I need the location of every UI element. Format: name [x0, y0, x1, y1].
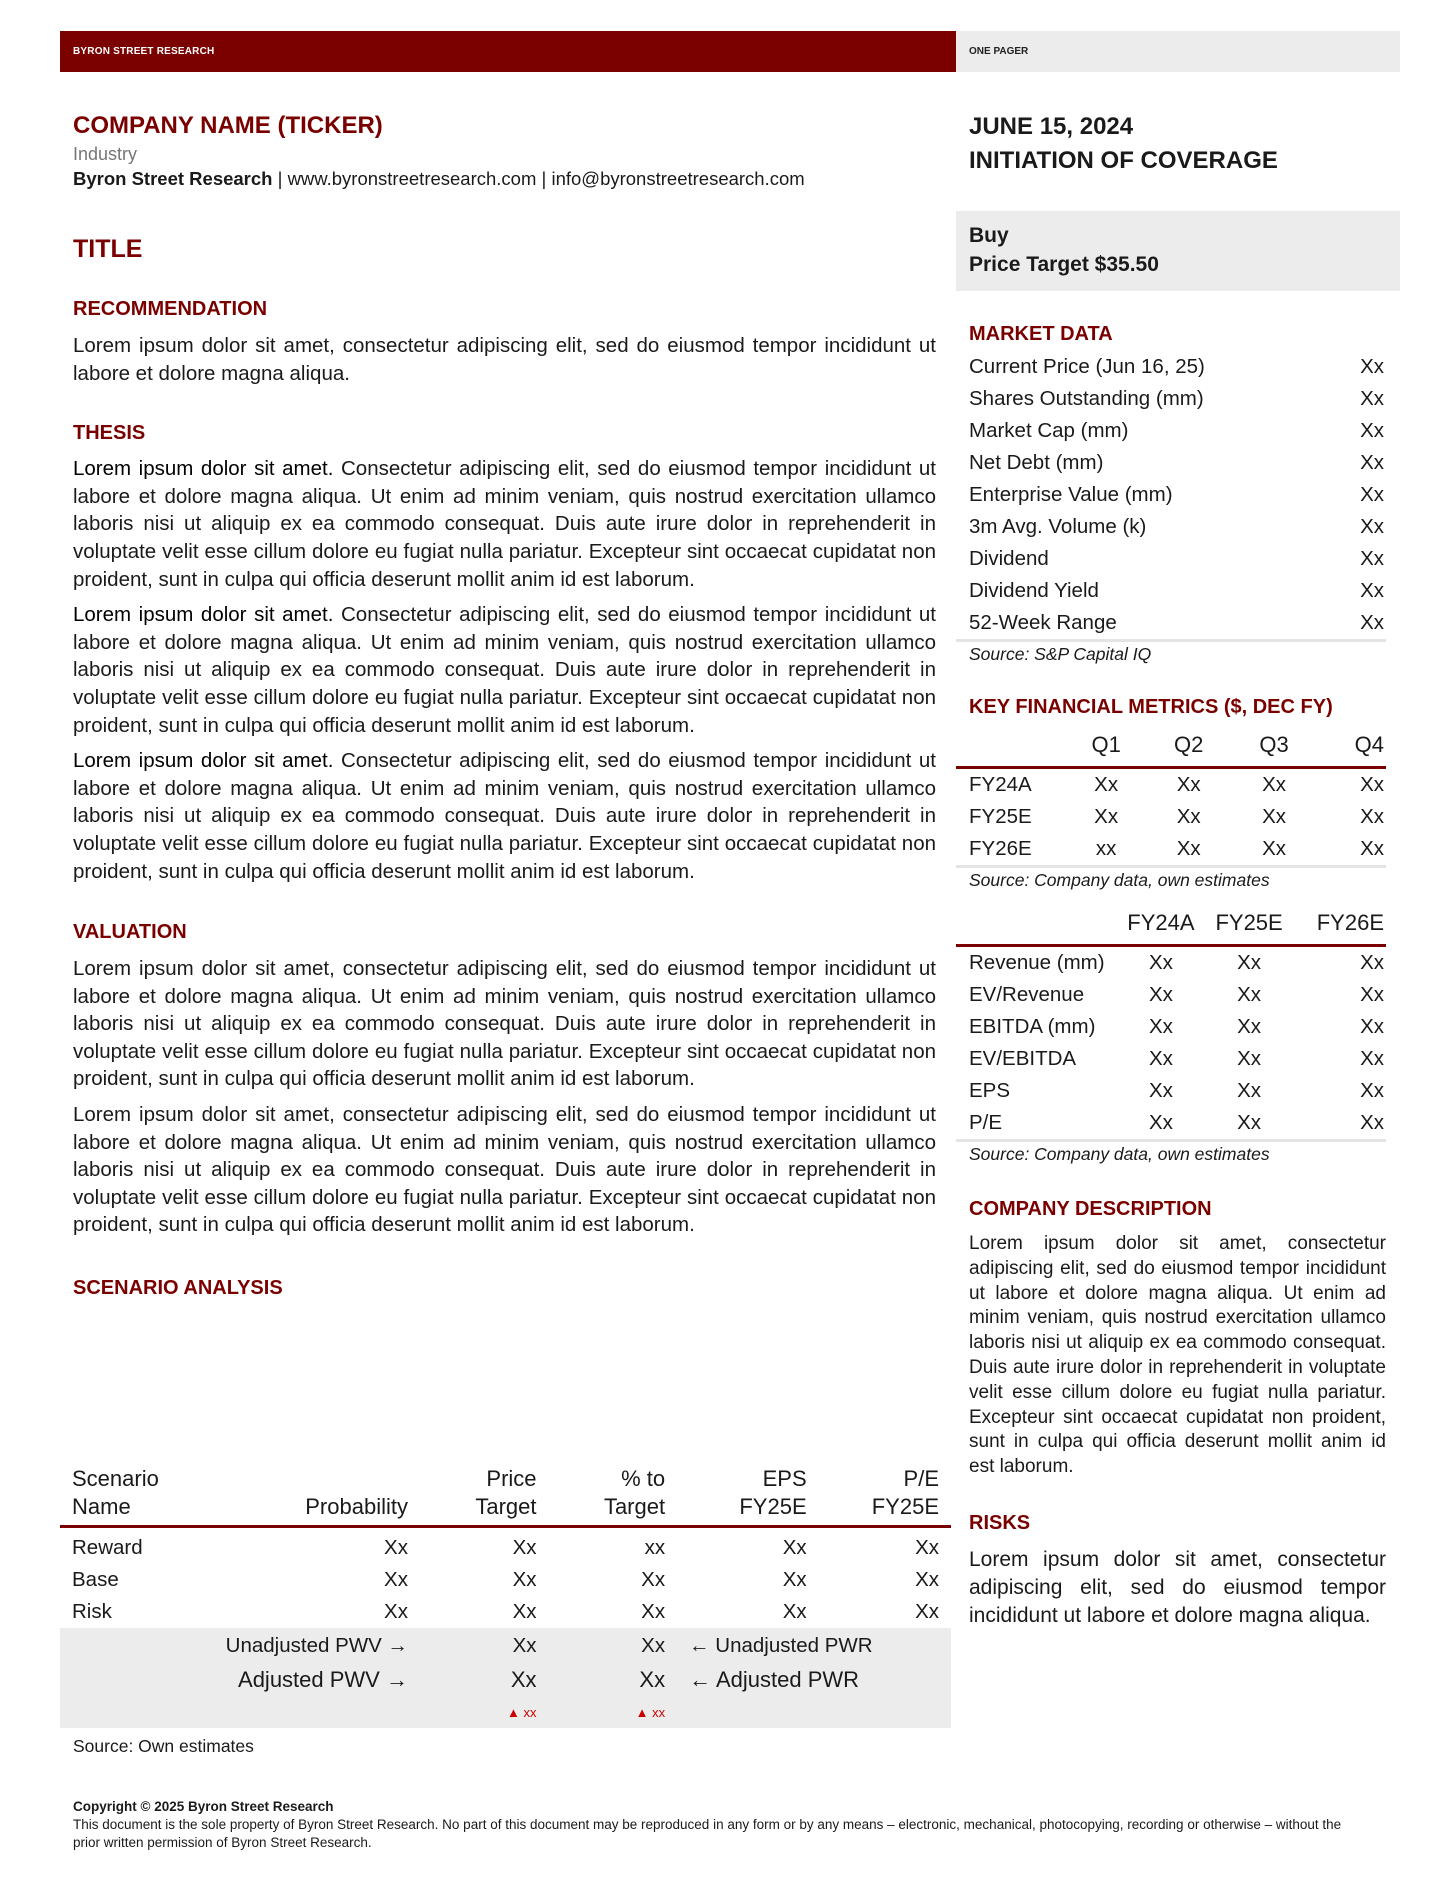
thesis-paragraph [73, 455, 936, 593]
quarterly-source: Source: Company data, own estimates [956, 865, 1386, 892]
quarterly-value: Xx [1094, 805, 1119, 828]
coverage-type: INITIATION OF COVERAGE [969, 147, 1278, 174]
market-data-label: Shares Outstanding (mm) [969, 387, 1204, 410]
quarterly-value: Xx [1262, 837, 1287, 860]
annual-row [956, 1075, 1386, 1107]
footer [73, 1798, 1353, 1852]
scenario-row-reward [60, 1532, 951, 1564]
scenario-name: Base [72, 1568, 119, 1591]
scenario-pe: Xx [915, 1600, 939, 1623]
scenario-eps: Xx [782, 1568, 807, 1591]
col-q1: Q1 [1091, 732, 1121, 757]
annual-value: Xx [1148, 1111, 1173, 1134]
thesis-lead: Lorem ipsum dolor sit amet. [73, 749, 334, 773]
company-description: Lorem ipsum dolor sit amet, consectetur adipiscing elit, sed do eiusmod tempor incididunt ut labore et dolore magna aliqua. Ut enim ad minim veniam, quis nostrud exercitation ullamco laboris nisi ut aliquip ex ea commodo consequat. Duis aute irure dolor in reprehenderit in voluptate velit esse cillum dolore eu fugiat nulla pariatur. Excepteur sint occaecat cupidatat non proident, sunt in culpa qui officia deserunt mollit anim id est laborum. [969, 1233, 1386, 1478]
market-data-value: Xx [1360, 387, 1384, 410]
market-data-row [956, 351, 1386, 383]
rating-box [956, 211, 1400, 291]
annual-value: Xx [1148, 1047, 1173, 1070]
scenario-header-row [60, 1465, 951, 1527]
annual-row-label: P/E [969, 1111, 1003, 1134]
col-q3: Q3 [1259, 732, 1289, 757]
col-eps: EPS FY25E [739, 1466, 807, 1519]
market-data-table [956, 351, 1386, 639]
annual-row [956, 1011, 1386, 1043]
scenario-pct-to-target: Xx [641, 1600, 666, 1623]
scenario-pe: Xx [915, 1536, 939, 1559]
market-data-value: Xx [1360, 451, 1384, 474]
rating: Buy [969, 224, 1009, 247]
sidebar [956, 110, 1400, 1629]
valuation-paragraph: Lorem ipsum dolor sit amet, consectetur adipiscing elit, sed do eiusmod tempor incididunt ut labore et dolore magna aliqua. Ut enim ad minim veniam, quis nostrud exercitation ullamco laboris nisi ut aliquip ex ea commodo consequat. Duis aute irure dolor in reprehenderit in voluptate velit esse cillum dolore eu fugiat nulla pariatur. Excepteur sint occaecat cupidatat non proident, sunt in culpa qui officia deserunt mollit anim id est laborum. [73, 957, 936, 1091]
quarterly-value: Xx [1360, 773, 1384, 796]
market-data-label: Enterprise Value (mm) [969, 483, 1173, 506]
market-data-row [956, 607, 1386, 639]
recommendation-heading: RECOMMENDATION [73, 298, 268, 320]
scenario-probability: Xx [384, 1536, 408, 1559]
annual-row-label: EV/EBITDA [969, 1047, 1077, 1070]
col-probability: Probability [305, 1494, 408, 1519]
scenario-price-target: Xx [512, 1600, 537, 1623]
quarterly-header-row [956, 724, 1386, 768]
quarterly-row [956, 833, 1386, 865]
annual-value: Xx [1360, 1111, 1384, 1134]
annual-value: Xx [1237, 983, 1262, 1006]
annual-source: Source: Company data, own estimates [956, 1139, 1386, 1166]
scenario-pe: Xx [915, 1568, 939, 1591]
annual-value: Xx [1237, 1111, 1262, 1134]
quarterly-row-label: FY24A [969, 773, 1032, 796]
market-data-label: 52-Week Range [969, 611, 1117, 634]
contact-line [73, 166, 936, 192]
scenario-pct-to-target: xx [644, 1536, 666, 1559]
delta-row [60, 1696, 951, 1728]
annual-row [956, 1107, 1386, 1139]
scenario-pct-to-target: Xx [641, 1568, 666, 1591]
quarterly-value: Xx [1262, 805, 1287, 828]
thesis-paragraph [73, 747, 936, 885]
annual-row-label: Revenue (mm) [969, 951, 1105, 974]
annual-value: Xx [1237, 951, 1262, 974]
thesis-lead: Lorem ipsum dolor sit amet. [73, 603, 334, 627]
market-data-row [956, 383, 1386, 415]
scenario-name: Reward [72, 1536, 143, 1559]
scenario-eps: Xx [782, 1536, 807, 1559]
annual-row-label: EBITDA (mm) [969, 1015, 1096, 1038]
quarterly-metrics-table [956, 724, 1386, 865]
annual-row-label: EPS [969, 1079, 1011, 1102]
disclaimer: This document is the sole property of Byron Street Research. No part of this document may be reproduced in any form or by any means – electronic, mechanical, photocopying, recording or otherwise – without the prior written permission of Byron Street Research. [73, 1817, 1342, 1850]
contact-links: | www.byronstreetresearch.com | info@byronstreetresearch.com [272, 168, 805, 189]
market-data-label: Current Price (Jun 16, 25) [969, 355, 1205, 378]
market-data-label: Dividend [969, 547, 1049, 570]
quarterly-row [956, 801, 1386, 833]
annual-row [956, 946, 1386, 980]
annual-row [956, 1043, 1386, 1075]
main-column [73, 110, 936, 1301]
col-pe: P/E FY25E [871, 1466, 939, 1519]
header-firm-bar [60, 31, 956, 72]
scenario-name: Risk [72, 1600, 112, 1623]
thesis-lead: Lorem ipsum dolor sit amet. [73, 457, 334, 481]
scenario-price-target: Xx [512, 1536, 537, 1559]
price-delta-indicator: ▲ xx [420, 1696, 549, 1728]
annual-value: Xx [1148, 1079, 1173, 1102]
unadjusted-pwr-label: ← Unadjusted PWR [677, 1628, 951, 1664]
market-data-row [956, 511, 1386, 543]
market-data-value: Xx [1360, 515, 1384, 538]
thesis-body: Consectetur adipiscing elit, sed do eiusmod tempor incididunt ut labore et dolore magna aliqua. Ut enim ad minim veniam, quis nostrud exercitation ullamco laboris nisi ut aliquip ex ea commodo consequat. Duis aute irure dolor in reprehenderit in voluptate velit esse cillum dolore eu fugiat nulla pariatur. Excepteur sint occaecat cupidatat non proident, sunt in culpa qui officia deserunt mollit anim id est laborum. [73, 457, 936, 591]
market-data-label: Net Debt (mm) [969, 451, 1104, 474]
company-name: COMPANY NAME (TICKER) [73, 112, 383, 139]
scenario-eps: Xx [782, 1600, 807, 1623]
header-doc-type-bar [956, 31, 1400, 72]
annual-metrics-table [956, 902, 1386, 1139]
scenario-price-target: Xx [512, 1568, 537, 1591]
annual-value: Xx [1360, 951, 1384, 974]
header-firm: BYRON STREET RESEARCH [73, 46, 215, 57]
annual-value: Xx [1237, 1079, 1262, 1102]
firm-name: Byron Street Research [73, 168, 273, 189]
annual-value: Xx [1148, 951, 1173, 974]
col-fy24a: FY24A [1127, 910, 1195, 935]
annual-value: Xx [1148, 983, 1173, 1006]
annual-value: Xx [1237, 1047, 1262, 1070]
adjusted-pwv-label: Adjusted PWV → [226, 1664, 420, 1696]
annual-row-label: EV/Revenue [969, 983, 1085, 1006]
scenario-table [60, 1465, 951, 1728]
quarterly-row-label: FY26E [969, 837, 1032, 860]
risks-heading: RISKS [969, 1511, 1031, 1534]
scenario-analysis [60, 1465, 951, 1757]
market-data-value: Xx [1360, 611, 1384, 634]
quarterly-value: Xx [1360, 805, 1384, 828]
scenario-source: Source: Own estimates [73, 1736, 254, 1756]
copyright: Copyright © 2025 Byron Street Research [73, 1799, 334, 1814]
col-q4: Q4 [1354, 732, 1384, 757]
market-data-label: Dividend Yield [969, 579, 1099, 602]
report-date: JUNE 15, 2024 [969, 113, 1134, 140]
unadjusted-pwv-price: Xx [420, 1628, 549, 1664]
thesis-body: Consectetur adipiscing elit, sed do eiusmod tempor incididunt ut labore et dolore magna aliqua. Ut enim ad minim veniam, quis nostrud exercitation ullamco laboris nisi ut aliquip ex ea commodo consequat. Duis aute irure dolor in reprehenderit in voluptate velit esse cillum dolore eu fugiat nulla pariatur. Excepteur sint occaecat cupidatat non proident, sunt in culpa qui officia deserunt mollit anim id est laborum. [73, 603, 936, 737]
risks-text: Lorem ipsum dolor sit amet, consectetur adipiscing elit, sed do eiusmod tempor incididunt ut labore et dolore magna aliqua. [969, 1547, 1386, 1627]
col-fy26e: FY26E [1316, 910, 1384, 935]
unadjusted-pwv-row [60, 1628, 951, 1664]
annual-header-row [956, 902, 1386, 946]
market-data-heading: MARKET DATA [969, 323, 1113, 345]
annual-value: Xx [1360, 983, 1384, 1006]
company-description-heading: COMPANY DESCRIPTION [969, 1198, 1212, 1220]
thesis-body: Consectetur adipiscing elit, sed do eiusmod tempor incididunt ut labore et dolore magna aliqua. Ut enim ad minim veniam, quis nostrud exercitation ullamco laboris nisi ut aliquip ex ea commodo consequat. Duis aute irure dolor in reprehenderit in voluptate velit esse cillum dolore eu fugiat nulla pariatur. Excepteur sint occaecat cupidatat non proident, sunt in culpa qui officia deserunt mollit anim id est laborum. [73, 749, 936, 883]
quarterly-value: Xx [1262, 773, 1287, 796]
price-target: Price Target $35.50 [969, 253, 1159, 276]
scenario-row-risk [60, 1596, 951, 1628]
quarterly-value: Xx [1176, 837, 1201, 860]
market-data-value: Xx [1360, 419, 1384, 442]
market-data-row [956, 543, 1386, 575]
market-data-label: 3m Avg. Volume (k) [969, 515, 1147, 538]
market-data-row [956, 415, 1386, 447]
recommendation-text: Lorem ipsum dolor sit amet, consectetur adipiscing elit, sed do eiusmod tempor incididunt ut labore et dolore magna aliqua. [73, 334, 936, 385]
annual-row [956, 979, 1386, 1011]
valuation-paragraph: Lorem ipsum dolor sit amet, consectetur adipiscing elit, sed do eiusmod tempor incididunt ut labore et dolore magna aliqua. Ut enim ad minim veniam, quis nostrud exercitation ullamco laboris nisi ut aliquip ex ea commodo consequat. Duis aute irure dolor in reprehenderit in voluptate velit esse cillum dolore eu fugiat nulla pariatur. Excepteur sint occaecat cupidatat non proident, sunt in culpa qui officia deserunt mollit anim id est laborum. [73, 1103, 936, 1237]
col-q2: Q2 [1173, 732, 1204, 757]
adjusted-pwv-pct: Xx [549, 1664, 678, 1696]
unadjusted-pwv-pct: Xx [549, 1628, 678, 1664]
market-data-value: Xx [1360, 547, 1384, 570]
annual-value: Xx [1237, 1015, 1262, 1038]
key-metrics-heading: KEY FINANCIAL METRICS ($, DEC FY) [969, 696, 1333, 718]
unadjusted-pwv-label: Unadjusted PWV → [226, 1628, 420, 1664]
annual-value: Xx [1148, 1015, 1173, 1038]
quarterly-row [956, 768, 1386, 802]
scenario-row-base [60, 1564, 951, 1596]
scenario-probability: Xx [384, 1568, 408, 1591]
quarterly-value: Xx [1360, 837, 1384, 860]
thesis-paragraph [73, 601, 936, 739]
market-data-value: Xx [1360, 579, 1384, 602]
adjusted-pwr-label: ← Adjusted PWR [677, 1664, 951, 1696]
adjusted-pwv-price: Xx [420, 1664, 549, 1696]
col-price-target: Price Target [475, 1466, 537, 1519]
col-pct-to-target: % to Target [603, 1466, 666, 1519]
market-data-value: Xx [1360, 355, 1384, 378]
pct-delta-indicator: ▲ xx [549, 1696, 678, 1728]
annual-value: Xx [1360, 1079, 1384, 1102]
market-data-row [956, 479, 1386, 511]
valuation-heading: VALUATION [73, 921, 187, 944]
market-data-source: Source: S&P Capital IQ [956, 639, 1386, 666]
market-data-label: Market Cap (mm) [969, 419, 1129, 442]
header-doc-type: ONE PAGER [969, 46, 1029, 57]
quarterly-value: Xx [1094, 773, 1119, 796]
annual-value: Xx [1360, 1047, 1384, 1070]
col-scenario-name: Scenario Name [72, 1466, 159, 1519]
scenario-probability: Xx [384, 1600, 408, 1623]
col-fy25e: FY25E [1215, 910, 1283, 935]
report-title: TITLE [73, 235, 143, 263]
quarterly-value: Xx [1176, 773, 1201, 796]
adjusted-pwv-row [60, 1664, 951, 1696]
market-data-value: Xx [1360, 483, 1384, 506]
market-data-row [956, 447, 1386, 479]
thesis-heading: THESIS [73, 422, 146, 445]
annual-value: Xx [1360, 1015, 1384, 1038]
quarterly-value: xx [1095, 837, 1117, 860]
market-data-row [956, 575, 1386, 607]
scenario-heading: SCENARIO ANALYSIS [73, 1277, 283, 1300]
quarterly-row-label: FY25E [969, 805, 1032, 828]
quarterly-value: Xx [1176, 805, 1201, 828]
industry: Industry [73, 144, 138, 164]
